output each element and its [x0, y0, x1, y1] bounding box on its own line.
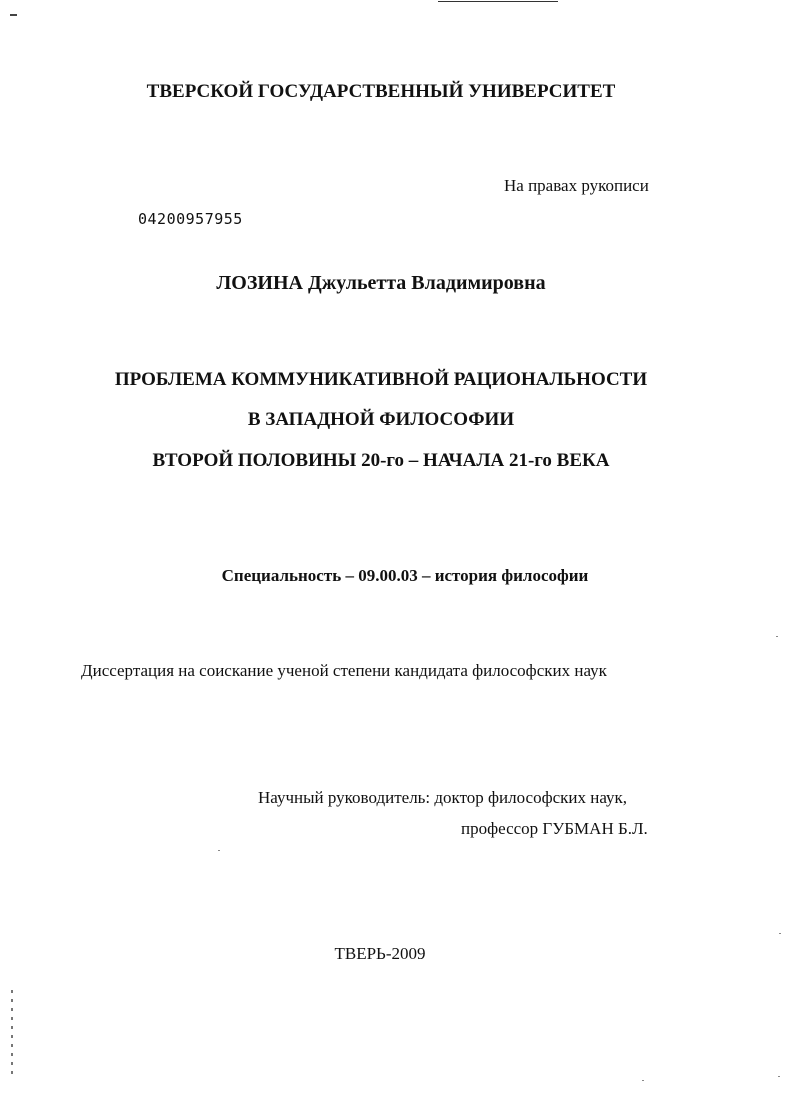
- scan-margin-dots: [11, 990, 13, 1080]
- degree-statement: Диссертация на соискание ученой степени кандидата философских наук: [81, 661, 607, 680]
- scan-speck: [779, 933, 781, 934]
- manuscript-note: На правах рукописи: [504, 176, 649, 195]
- specialty: Специальность – 09.00.03 – история философии: [221, 566, 589, 585]
- supervisor-title: Научный руководитель: доктор философских наук,: [258, 788, 628, 807]
- author-name: ЛОЗИНА Джульетта Владимировна: [216, 272, 546, 294]
- catalog-number: 04200957955: [138, 210, 243, 228]
- scan-speck: [776, 636, 778, 637]
- city-year: ТВЕРЬ-2009: [334, 944, 426, 963]
- dissertation-title-line: В ЗАПАДНОЙ ФИЛОСОФИИ: [247, 409, 515, 430]
- scan-speck: [642, 1080, 644, 1081]
- scan-left-dash: [10, 14, 17, 16]
- scan-top-rule: [438, 1, 558, 2]
- supervisor-name: профессор ГУБМАН Б.Л.: [461, 819, 648, 838]
- dissertation-title-line: ВТОРОЙ ПОЛОВИНЫ 20-го – НАЧАЛА 21-го ВЕКА: [152, 450, 610, 471]
- scan-speck: [778, 1076, 780, 1077]
- dissertation-title-line: ПРОБЛЕМА КОММУНИКАТИВНОЙ РАЦИОНАЛЬНОСТИ: [114, 369, 648, 390]
- scan-speck: [218, 850, 220, 851]
- university-name: ТВЕРСКОЙ ГОСУДАРСТВЕННЫЙ УНИВЕРСИТЕТ: [146, 81, 616, 102]
